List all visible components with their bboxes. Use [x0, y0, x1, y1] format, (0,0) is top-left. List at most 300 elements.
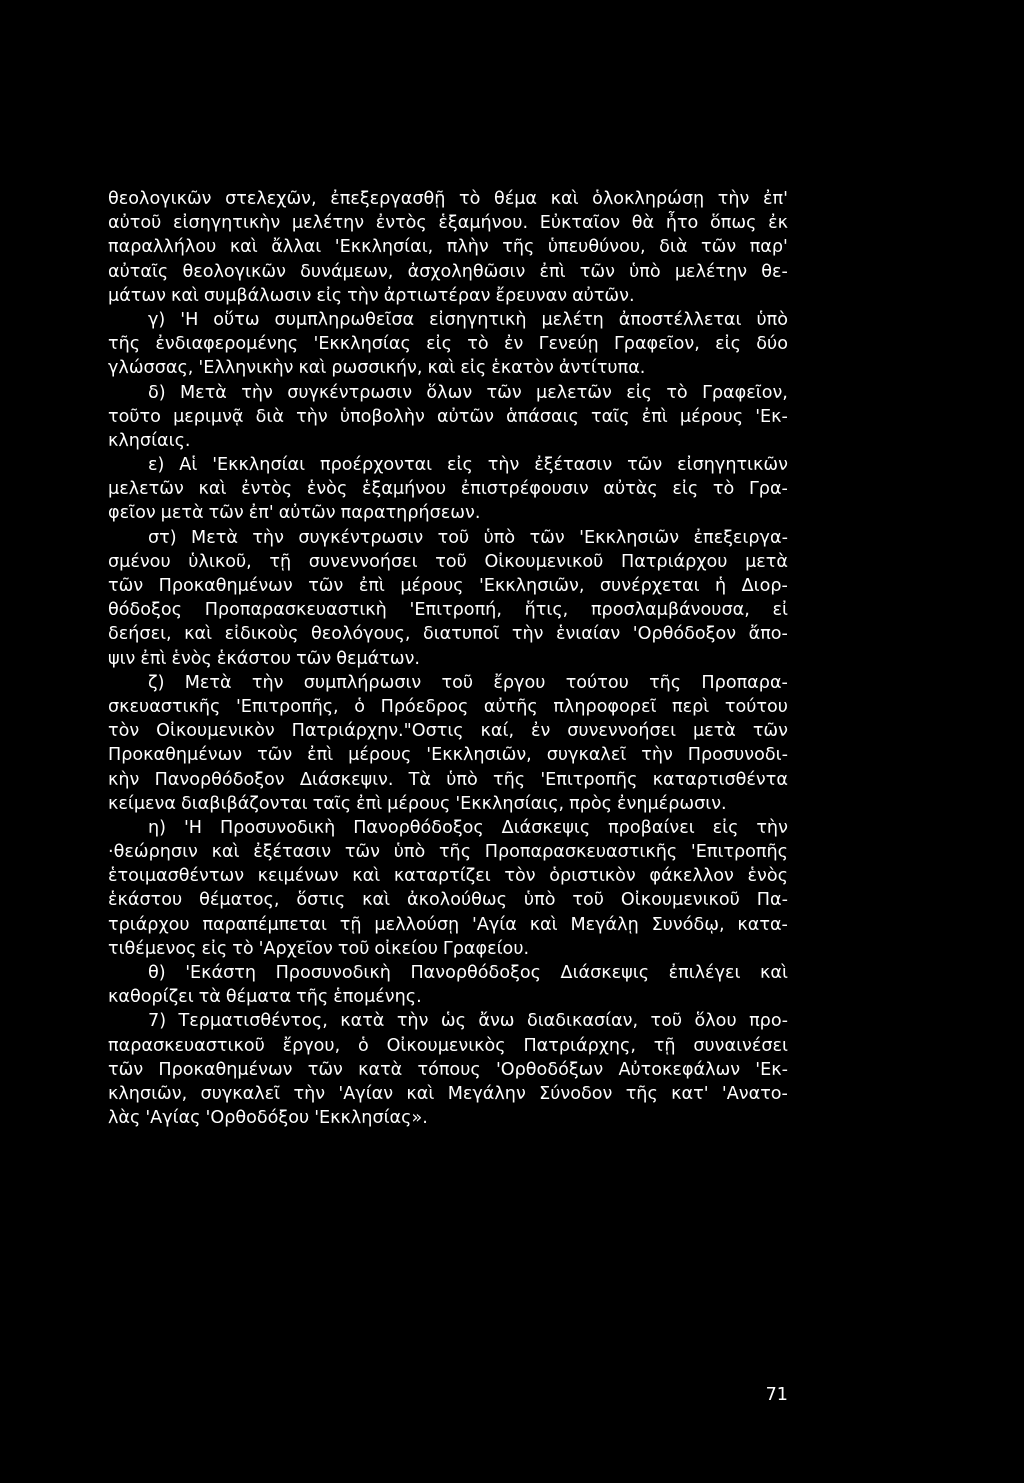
text-word: ἑνὸς: [306, 479, 348, 500]
text-word: 'Αγία: [472, 914, 517, 935]
text-word: τὴν: [241, 382, 273, 403]
text-word: οἰκείου: [374, 938, 438, 959]
text-word: τῇ: [653, 1035, 676, 1056]
text-word: ἑνὸς: [747, 866, 788, 887]
text-word: καὶ: [198, 479, 227, 500]
text-word: καὶ: [298, 358, 327, 379]
text-word: τὴν: [252, 527, 284, 548]
text-word: ρωσσικήν,: [331, 358, 423, 379]
text-word: Προκαθημένων: [158, 1059, 293, 1080]
text-word: πληροφορεῖ: [553, 696, 657, 717]
text-word: τῶν: [752, 721, 788, 742]
text-line: [108, 453, 788, 477]
text-word: μέρους: [679, 406, 744, 427]
text-word: Διάσκεψις: [560, 963, 650, 983]
text-word: Πρόεδρος: [380, 696, 469, 717]
text-word: τὴν: [641, 745, 673, 766]
text-word: ἐνημέρωσιν.: [617, 793, 727, 814]
text-word: συμβάλωσιν: [203, 285, 312, 306]
text-word: ὑλικοῦ,: [188, 551, 252, 572]
text-word: πρὸς: [569, 793, 612, 814]
text-word: Μεγάλῃ: [570, 914, 639, 935]
text-line: [108, 332, 788, 356]
text-word: συγκέντρωσιν: [298, 527, 424, 548]
text-word: Γραφείου.: [442, 938, 530, 959]
text-word: ἑξαμήνου.: [438, 213, 529, 234]
text-word: ἀρτιωτέραν: [383, 285, 491, 306]
text-word: διὰ: [255, 406, 284, 427]
text-word: καὶ: [529, 914, 558, 935]
text-line: [108, 937, 788, 961]
text-word: Γρα-: [748, 479, 788, 500]
text-word: 'Η: [180, 309, 199, 330]
text-word: ἐπὶ: [307, 745, 334, 766]
text-word: ταῖς: [312, 793, 352, 814]
text-word: ἐντὸς: [241, 479, 293, 500]
text-word: παρατηρήσεων.: [340, 503, 481, 524]
text-word: προσλαμβάνουσα,: [590, 600, 750, 621]
text-word: Προκαθημένων: [158, 576, 293, 596]
text-word: Συνόδῳ,: [651, 914, 725, 935]
text-word: 'Εκ-: [755, 406, 788, 427]
text-word: τὸ: [712, 479, 735, 500]
text-word: 'Εκκλησίαις,: [455, 793, 565, 814]
text-word: θόδοξος: [108, 600, 182, 621]
text-word: μελέτην: [291, 213, 365, 234]
text-word: ὁλοκληρώσῃ: [592, 189, 705, 209]
text-word: τὸ: [232, 938, 254, 959]
text-line: [108, 695, 788, 719]
text-word: Διορ-: [741, 576, 788, 596]
text-word: τὴν: [717, 189, 750, 209]
text-word: τοῦ: [337, 938, 370, 959]
text-word: ·θεώρησιν: [108, 842, 198, 863]
text-word: μεριμνᾷ: [173, 406, 244, 427]
text-line: [108, 308, 788, 332]
text-word: αὐτῆς: [483, 696, 538, 717]
text-word: ὑπευθύνου,: [547, 237, 646, 258]
text-word: καὶ: [211, 842, 240, 863]
text-word: ἐπεξεργασθῇ: [330, 189, 446, 209]
text-word: σμένου: [108, 551, 171, 572]
text-word: ἡ: [715, 576, 727, 596]
text-word: καί,: [480, 721, 515, 742]
text-line: [108, 768, 788, 792]
text-word: τῶν: [529, 527, 565, 548]
text-line: [108, 235, 788, 259]
text-word: μετὰ: [693, 721, 736, 742]
text-word: Πανορθόδοξος: [410, 963, 541, 983]
text-word: ἐπὶ: [356, 793, 383, 814]
text-word: δυνάμεων,: [300, 261, 394, 282]
text-line: [108, 429, 788, 453]
text-word: καταρτίζει: [393, 866, 491, 887]
text-word: ὑποβολὴν: [339, 406, 425, 427]
text-word: φάκελλον: [649, 866, 734, 887]
text-word: ὑπὸ: [629, 261, 661, 282]
text-word: τοῦ: [437, 527, 470, 548]
text-word: τοῦ: [650, 1011, 683, 1032]
text-word: ἔργου: [493, 672, 546, 693]
text-word: ἀκολούθως: [407, 890, 507, 911]
text-word: διατυποῖ: [422, 624, 500, 645]
text-word: παραπέμπεται: [202, 914, 327, 935]
text-word: καθορίζει: [108, 987, 194, 1008]
text-word: ζ): [148, 672, 165, 693]
text-word: συγκέντρωσιν: [287, 382, 413, 403]
text-word: ὑπὸ: [756, 309, 788, 330]
text-word: ἑνὸς: [171, 648, 212, 669]
text-word: τῶν: [208, 503, 244, 524]
text-word: κλησίαις.: [108, 430, 191, 451]
text-word: σκευαστικῆς: [108, 696, 221, 717]
text-word: μέρους: [400, 576, 464, 596]
body-text: [108, 187, 788, 1130]
text-word: δεήσει,: [108, 624, 172, 645]
text-word: συμπληρωθεῖσα: [274, 309, 415, 330]
text-word: εἰς: [626, 382, 652, 403]
text-word: τὴν: [296, 406, 328, 427]
text-word: κειμένων: [257, 866, 339, 887]
text-word: Τὰ: [408, 769, 432, 790]
text-word: Προκαθημένων: [108, 745, 243, 766]
text-line: [108, 598, 788, 622]
text-word: Προσυνοδι-: [687, 745, 788, 766]
text-word: Προσυνοδικὴ: [219, 817, 336, 838]
text-word: διὰ: [659, 237, 688, 258]
text-word: Προπαρα-: [701, 672, 788, 693]
text-word: μέρους: [348, 745, 412, 766]
text-word: τὰ: [198, 987, 221, 1008]
text-word: ἀσχοληθῶσιν: [407, 261, 526, 282]
text-word: Τερματισθέντος,: [178, 1011, 328, 1032]
text-word: ἑπομένης.: [333, 987, 422, 1008]
text-word: τῆς: [625, 1083, 658, 1104]
text-word: τὸν: [108, 721, 140, 742]
text-word: ἑκάστου: [108, 890, 183, 911]
text-word: παρασκευαστικοῦ: [108, 1035, 265, 1056]
text-word: αὐτὰς: [603, 479, 658, 500]
text-word: μετὰ: [160, 503, 204, 524]
text-word: ἑτοιμασθέντων: [108, 866, 245, 887]
text-word: καὶ: [229, 237, 258, 258]
text-word: θε-: [761, 261, 788, 282]
text-word: τῇ: [269, 551, 292, 572]
text-word: 'Επιτροπῆς,: [235, 696, 339, 717]
text-line: [108, 1106, 788, 1130]
text-word: διαβιβάζονται: [180, 793, 308, 814]
text-word: ε): [148, 455, 165, 476]
text-word: ἑκάστου: [216, 648, 292, 669]
text-word: τῶν: [108, 576, 144, 596]
text-word: Οἰκουμενικοῦ: [620, 890, 740, 911]
text-word: τοῦ: [572, 890, 604, 911]
text-word: ἥτις,: [524, 600, 569, 621]
text-word: θεμάτων.: [336, 648, 421, 669]
text-word: ἔρευναν: [495, 285, 568, 306]
text-word: τὴν: [511, 624, 544, 645]
text-line: [108, 1058, 788, 1082]
text-word: ἐν: [530, 721, 551, 742]
text-word: μέρους: [387, 793, 451, 814]
text-word: Οἰκουμενικὸς: [386, 1035, 506, 1056]
text-word: Προπαρασκευαστικὴ: [204, 600, 387, 621]
text-word: τούτου: [724, 696, 788, 717]
text-word: ὡς: [440, 1011, 466, 1032]
text-word: Πα-: [756, 890, 788, 911]
text-word: 'Αρχεῖον: [258, 938, 333, 959]
text-line: [108, 961, 788, 985]
text-word: 'Επιτροπῆς: [540, 769, 638, 790]
text-word: στελεχῶν,: [225, 189, 317, 209]
text-line: [108, 477, 788, 501]
text-word: ἐπὶ: [140, 648, 167, 669]
text-word: τῆς: [108, 334, 141, 355]
text-word: κατὰ: [358, 1059, 403, 1080]
text-word: τὸ: [666, 382, 688, 403]
text-word: ὅλου: [694, 1011, 737, 1032]
text-line: [108, 574, 788, 598]
text-word: ἑκατὸν: [491, 358, 554, 379]
text-word: Οἰκουμενικοῦ: [484, 551, 604, 572]
text-word: τὴν: [756, 817, 788, 838]
text-word: συνεννοήσει: [308, 551, 418, 572]
text-word: 'Ελληνικὴν: [198, 358, 294, 379]
text-word: θέματα: [225, 987, 292, 1008]
text-word: ταῖς: [591, 406, 630, 427]
text-word: τῶν: [257, 745, 293, 766]
text-word: Προπαρασκευαστικῆς: [484, 842, 678, 863]
text-line: [108, 284, 788, 308]
text-word: ὑπὸ: [393, 842, 426, 863]
text-word: τῶν: [307, 1059, 343, 1080]
text-word: εἰδικοὺς: [224, 624, 299, 645]
text-word: καὶ: [427, 358, 456, 379]
text-word: τὴν: [396, 1011, 429, 1032]
text-line: [108, 1034, 788, 1058]
text-word: συμπλήρωσιν: [303, 672, 422, 693]
text-word: τῶν: [308, 576, 344, 596]
text-word: στ): [148, 527, 177, 548]
text-word: 'Εκάστη: [185, 963, 257, 983]
text-word: οὕτω: [213, 309, 260, 330]
text-word: τοῦ: [435, 551, 467, 572]
text-line: [108, 840, 788, 864]
text-word: 'Επιτροπή,: [409, 600, 502, 621]
text-word: Διάσκεψιν.: [299, 769, 394, 790]
text-word: εἰς: [447, 455, 473, 476]
text-line: [108, 1082, 788, 1106]
text-word: εἰσηγητικὴν: [172, 213, 281, 234]
text-word: τὴν: [487, 455, 520, 476]
text-line: [108, 622, 788, 646]
text-word: ἄνω: [478, 1011, 515, 1032]
text-word: τῶν: [627, 455, 663, 476]
text-line: [108, 985, 788, 1009]
text-line: [108, 1009, 788, 1033]
text-word: ἐπιστρέφουσιν: [460, 479, 589, 500]
text-word: τῆς: [649, 672, 682, 693]
text-word: 'Ορθοδόξου: [205, 1108, 310, 1129]
text-word: ὅπως: [709, 213, 757, 234]
text-word: ὁριστικὸν: [549, 866, 636, 887]
text-word: συνεννοήσει: [567, 721, 677, 742]
text-word: 'Εκκλησίας: [313, 334, 411, 355]
text-word: τῶν: [579, 261, 615, 282]
text-word: 'Ορθόδοξον: [632, 624, 737, 645]
text-line: [108, 743, 788, 767]
text-word: περὶ: [672, 696, 710, 717]
text-word: τὸ: [467, 334, 489, 355]
text-word: κλησιῶν,: [108, 1083, 188, 1104]
text-word: 'Αγίαν: [338, 1083, 394, 1104]
text-word: 'Εκκλησίας».: [314, 1108, 428, 1129]
text-word: εἰς: [672, 479, 699, 500]
text-word: συγκαλεῖ: [200, 1083, 281, 1104]
text-word: τῶν: [344, 842, 380, 863]
text-word: κατ': [671, 1083, 709, 1104]
text-line: [108, 356, 788, 380]
text-word: εἰ: [772, 600, 788, 621]
text-word: αὐτοῦ: [108, 213, 162, 234]
text-word: ἔργου,: [282, 1035, 341, 1056]
text-word: ὑπὸ: [446, 769, 478, 790]
text-word: κὴν: [108, 769, 140, 790]
text-word: 'Επιτροπῆς: [690, 842, 788, 863]
text-line: [108, 792, 788, 816]
text-word: ἐπὶ: [539, 261, 566, 282]
text-word: Εὐκταῖον: [539, 213, 621, 234]
text-word: ἑνιαίαν: [555, 624, 621, 645]
text-word: θεολογικῶν: [182, 261, 286, 282]
text-line: [108, 211, 788, 235]
text-word: προβαίνει: [608, 817, 695, 838]
text-line: [108, 719, 788, 743]
text-word: ἐν: [503, 334, 524, 355]
text-line: [108, 260, 788, 284]
text-word: τῆς: [438, 842, 472, 863]
text-word: ἐπιλέγει: [668, 963, 741, 983]
text-word: παραλλήλου: [108, 237, 217, 258]
text-word: 'Αγίας: [145, 1108, 201, 1129]
text-word: 'Εκκλησίαι,: [334, 237, 434, 258]
text-word: τόπους: [417, 1059, 481, 1080]
text-word: τῇ: [339, 914, 362, 935]
text-line: [108, 671, 788, 695]
text-line: [108, 864, 788, 888]
text-word: Πατριάρχην."Οστις: [291, 721, 464, 742]
text-word: τὴν: [347, 285, 379, 306]
text-word: Μετὰ: [180, 382, 227, 403]
text-word: 'Εκκλησίαι: [212, 455, 306, 476]
text-word: θὰ: [631, 213, 655, 234]
text-word: αὐταῖς: [108, 261, 169, 282]
text-word: ψιν: [108, 648, 136, 669]
text-word: ἐπὶ: [358, 576, 385, 596]
text-word: δ): [148, 382, 166, 403]
text-word: Οἰκουμενικὸν: [156, 721, 275, 742]
text-line: [108, 501, 788, 525]
text-word: γλώσσας,: [108, 358, 194, 379]
text-word: κείμενα: [108, 793, 176, 814]
text-word: τῶν: [108, 1059, 144, 1080]
text-word: μελετῶν: [108, 479, 184, 500]
text-word: Μεγάλην: [447, 1083, 526, 1104]
text-word: Πανορθόδοξος: [353, 817, 484, 838]
text-word: τούτου: [565, 672, 629, 693]
text-word: Σύνοδον: [539, 1083, 613, 1104]
text-word: 'Ορθοδόξων: [495, 1059, 604, 1080]
text-word: ἐκ: [768, 213, 788, 234]
text-word: ὑπὸ: [483, 527, 516, 548]
text-word: ἄπο-: [748, 624, 788, 645]
text-word: ὁ: [354, 696, 365, 717]
text-word: ὁ: [358, 1035, 369, 1056]
text-word: ὅλων: [426, 382, 473, 403]
text-word: ἐπὶ: [641, 406, 668, 427]
text-word: 'Εκκλησιῶν: [579, 527, 680, 548]
text-word: λὰς: [108, 1108, 141, 1129]
text-word: Προσυνοδικὴ: [275, 963, 391, 983]
text-word: εἰς: [426, 334, 452, 355]
text-word: ἐπεξειργα-: [693, 527, 788, 548]
text-line: [108, 187, 788, 211]
text-word: Πατριάρχης,: [523, 1035, 636, 1056]
text-word: μελέτην: [674, 261, 748, 282]
text-word: αὐτῶν: [278, 503, 336, 524]
text-word: ἐντὸς: [375, 213, 427, 234]
text-word: καὶ: [760, 963, 788, 983]
text-word: ἑξαμήνου: [361, 479, 447, 500]
text-word: η): [148, 817, 167, 838]
text-line: [108, 888, 788, 912]
text-word: προ-: [749, 1011, 788, 1032]
text-word: 'Η: [183, 817, 203, 838]
text-word: ἐξέτασιν: [253, 842, 332, 863]
text-word: συγκαλεῖ: [546, 745, 627, 766]
text-word: εἰς: [460, 358, 487, 379]
text-line: [108, 816, 788, 840]
text-word: καὶ: [406, 1083, 435, 1104]
text-word: ἦτο: [665, 213, 699, 234]
text-word: γ): [148, 309, 166, 330]
text-word: τιθέμενος: [108, 938, 197, 959]
text-line: [108, 381, 788, 405]
text-word: θέμα: [493, 189, 538, 209]
text-word: τῆς: [502, 237, 535, 258]
text-word: τῶν: [486, 382, 522, 403]
page-number: 71: [765, 1385, 788, 1405]
text-word: μετὰ: [745, 551, 788, 572]
text-word: θ): [148, 963, 166, 983]
text-word: εἰς: [712, 817, 739, 838]
text-word: καταρτισθέντα: [652, 769, 788, 790]
text-word: συνέρχεται: [599, 576, 700, 596]
text-word: κατὰ: [340, 1011, 385, 1032]
text-word: καὶ: [184, 624, 213, 645]
text-word: ὑπὸ: [523, 890, 556, 911]
text-word: Γραφεῖον,: [702, 382, 788, 403]
text-word: φεῖον: [108, 503, 156, 524]
text-word: ἐπ': [762, 189, 788, 209]
text-word: ἀντίτυπα.: [558, 358, 646, 379]
text-word: ἀποστέλλεται: [618, 309, 742, 330]
text-word: τὴν: [251, 672, 284, 693]
text-word: Πανορθόδοξον: [154, 769, 285, 790]
text-word: εἰς: [316, 285, 343, 306]
text-word: τὴν: [293, 1083, 326, 1104]
text-line: [108, 526, 788, 550]
